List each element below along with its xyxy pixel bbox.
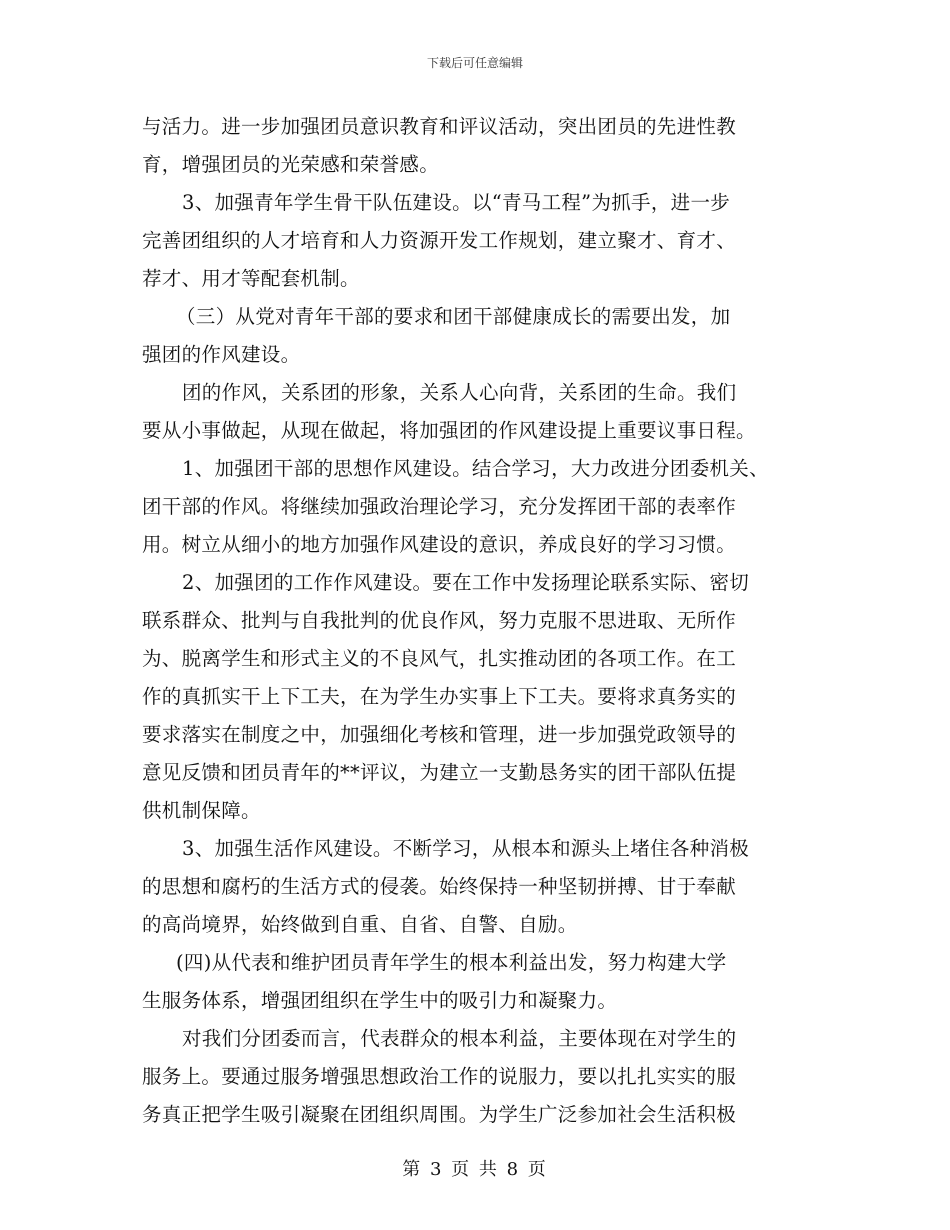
- text-line: 团的作风，关系团的形象，关系人心向背，关系团的生命。我们: [182, 381, 737, 404]
- text-line: 育，增强团员的光荣感和荣誉感。: [142, 153, 440, 176]
- text-line: 完善团组织的人才培育和人力资源开发工作规划，建立聚才、育才、: [142, 229, 737, 252]
- text-line: 服务上。要通过服务增强思想政治工作的说服力，要以扎扎实实的服: [142, 1065, 737, 1088]
- text-line: 1、加强团干部的思想作风建设。结合学习，大力改进分团委机关、: [182, 457, 769, 480]
- text-line: 2、加强团的工作作风建设。要在工作中发扬理论联系实际、密切: [182, 571, 750, 594]
- text-line: 的思想和腐朽的生活方式的侵袭。始终保持一种坚韧拼搏、甘于奉献: [142, 875, 737, 898]
- text-line: 3、加强青年学生骨干队伍建设。以“青马工程”为抓手，进一步: [182, 191, 731, 214]
- text-line: 生服务体系，增强团组织在学生中的吸引力和凝聚力。: [142, 989, 618, 1012]
- page-footer: 第 3 页 共 8 页: [402, 1159, 548, 1180]
- text-line: 荐才、用才等配套机制。: [142, 267, 360, 290]
- text-line: 与活力。进一步加强团员意识教育和评议活动，突出团员的先进性教: [142, 115, 737, 138]
- text-line: 务真正把学生吸引凝聚在团组织周围。为学生广泛参加社会生活积极: [142, 1103, 737, 1126]
- text-line: (四)从代表和维护团员青年学生的根本利益出发，努力构建大学: [176, 951, 727, 974]
- text-line: 要从小事做起，从现在做起，将加强团的作风建设提上重要议事日程。: [142, 419, 756, 442]
- text-line: 对我们分团委而言，代表群众的根本利益，主要体现在对学生的: [182, 1027, 737, 1050]
- text-line: 供机制保障。: [142, 799, 261, 822]
- text-line: 强团的作风建设。: [142, 343, 301, 366]
- text-line: （三）从党对青年干部的要求和团干部健康成长的需要出发，加: [176, 305, 731, 328]
- text-line: 用。树立从细小的地方加强作风建设的意识，养成良好的学习习惯。: [142, 533, 737, 556]
- text-line: 为、脱离学生和形式主义的不良风气，扎实推动团的各项工作。在工: [142, 647, 737, 670]
- page-header: 下载后可任意编辑: [426, 56, 523, 70]
- text-line: 意见反馈和团员青年的**评议，为建立一支勤恳务实的团干部队伍提: [142, 761, 737, 784]
- text-line: 团干部的作风。将继续加强政治理论学习，充分发挥团干部的表率作: [142, 495, 737, 518]
- text-line: 联系群众、批判与自我批判的优良作风，努力克服不思进取、无所作: [142, 609, 737, 632]
- text-line: 的高尚境界，始终做到自重、自省、自警、自励。: [142, 913, 578, 936]
- text-line: 3、加强生活作风建设。不断学习，从根本和源头上堵住各种消极: [182, 837, 750, 860]
- document-body: [142, 108, 812, 1134]
- text-line: 作的真抓实干上下工夫，在为学生办实事上下工夫。要将求真务实的: [142, 685, 737, 708]
- text-line: 要求落实在制度之中，加强细化考核和管理，进一步加强党政领导的: [142, 723, 737, 746]
